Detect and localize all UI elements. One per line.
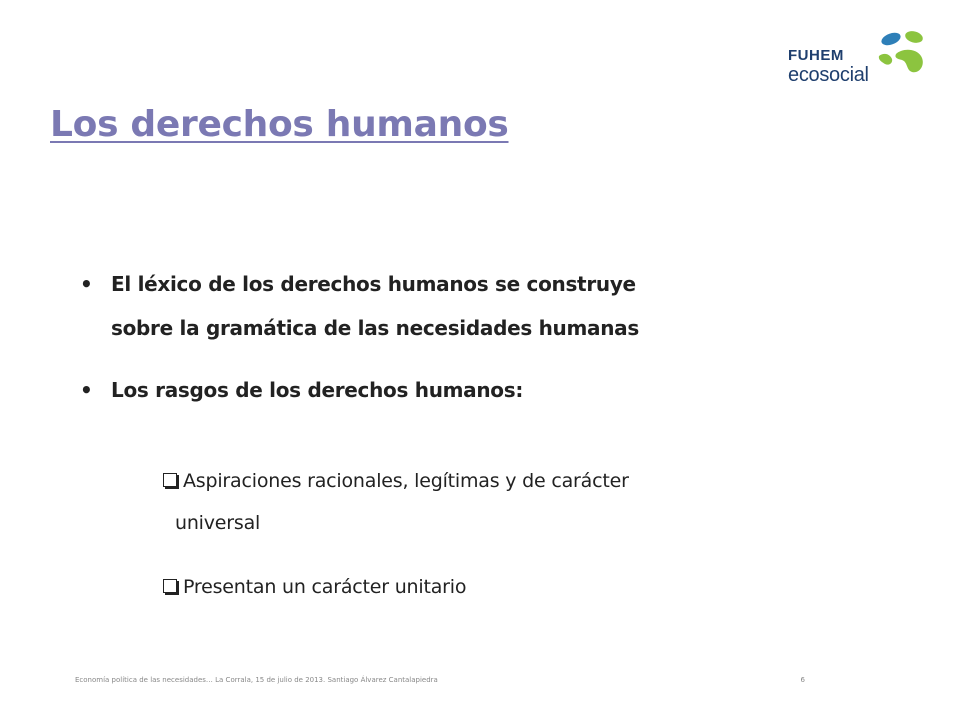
sub-bullet-item	[163, 566, 763, 608]
fuhem-ecosocial-logo	[788, 28, 928, 94]
page-number: 6	[800, 676, 805, 684]
bullet-line: sobre la gramática de las necesidades humanas	[111, 316, 639, 340]
sub-bullet-item	[163, 460, 763, 544]
sub-bullet-line: Aspiraciones racionales, legítimas y de carácter	[183, 470, 629, 492]
bullet-line: El léxico de los derechos humanos se construye	[111, 272, 636, 296]
sub-bullet-line: Presentan un carácter unitario	[183, 576, 467, 598]
sub-bullet-list	[163, 460, 763, 608]
footer-text: Economía política de las necesidades… La Corrala, 15 de julio de 2013. Santiago Álvarez Cantalapiedra	[75, 676, 438, 684]
bullet-list	[80, 262, 820, 412]
bullet-dot-icon: •	[80, 378, 93, 402]
logo-mark-icon	[876, 28, 928, 78]
bullet-line: Los rasgos de los derechos humanos:	[111, 378, 524, 402]
checkbox-bullet-icon	[163, 473, 177, 487]
bullet-item	[80, 368, 820, 412]
checkbox-bullet-icon	[163, 579, 177, 593]
bullet-dot-icon: •	[80, 272, 93, 296]
bullet-item	[80, 262, 820, 350]
logo-brand: FUHEM	[788, 47, 844, 64]
logo-sub: ecosocial	[788, 64, 869, 86]
sub-bullet-line: universal	[175, 512, 261, 534]
slide-title: Los derechos humanos	[50, 104, 509, 145]
logo-wordmark	[788, 48, 869, 85]
